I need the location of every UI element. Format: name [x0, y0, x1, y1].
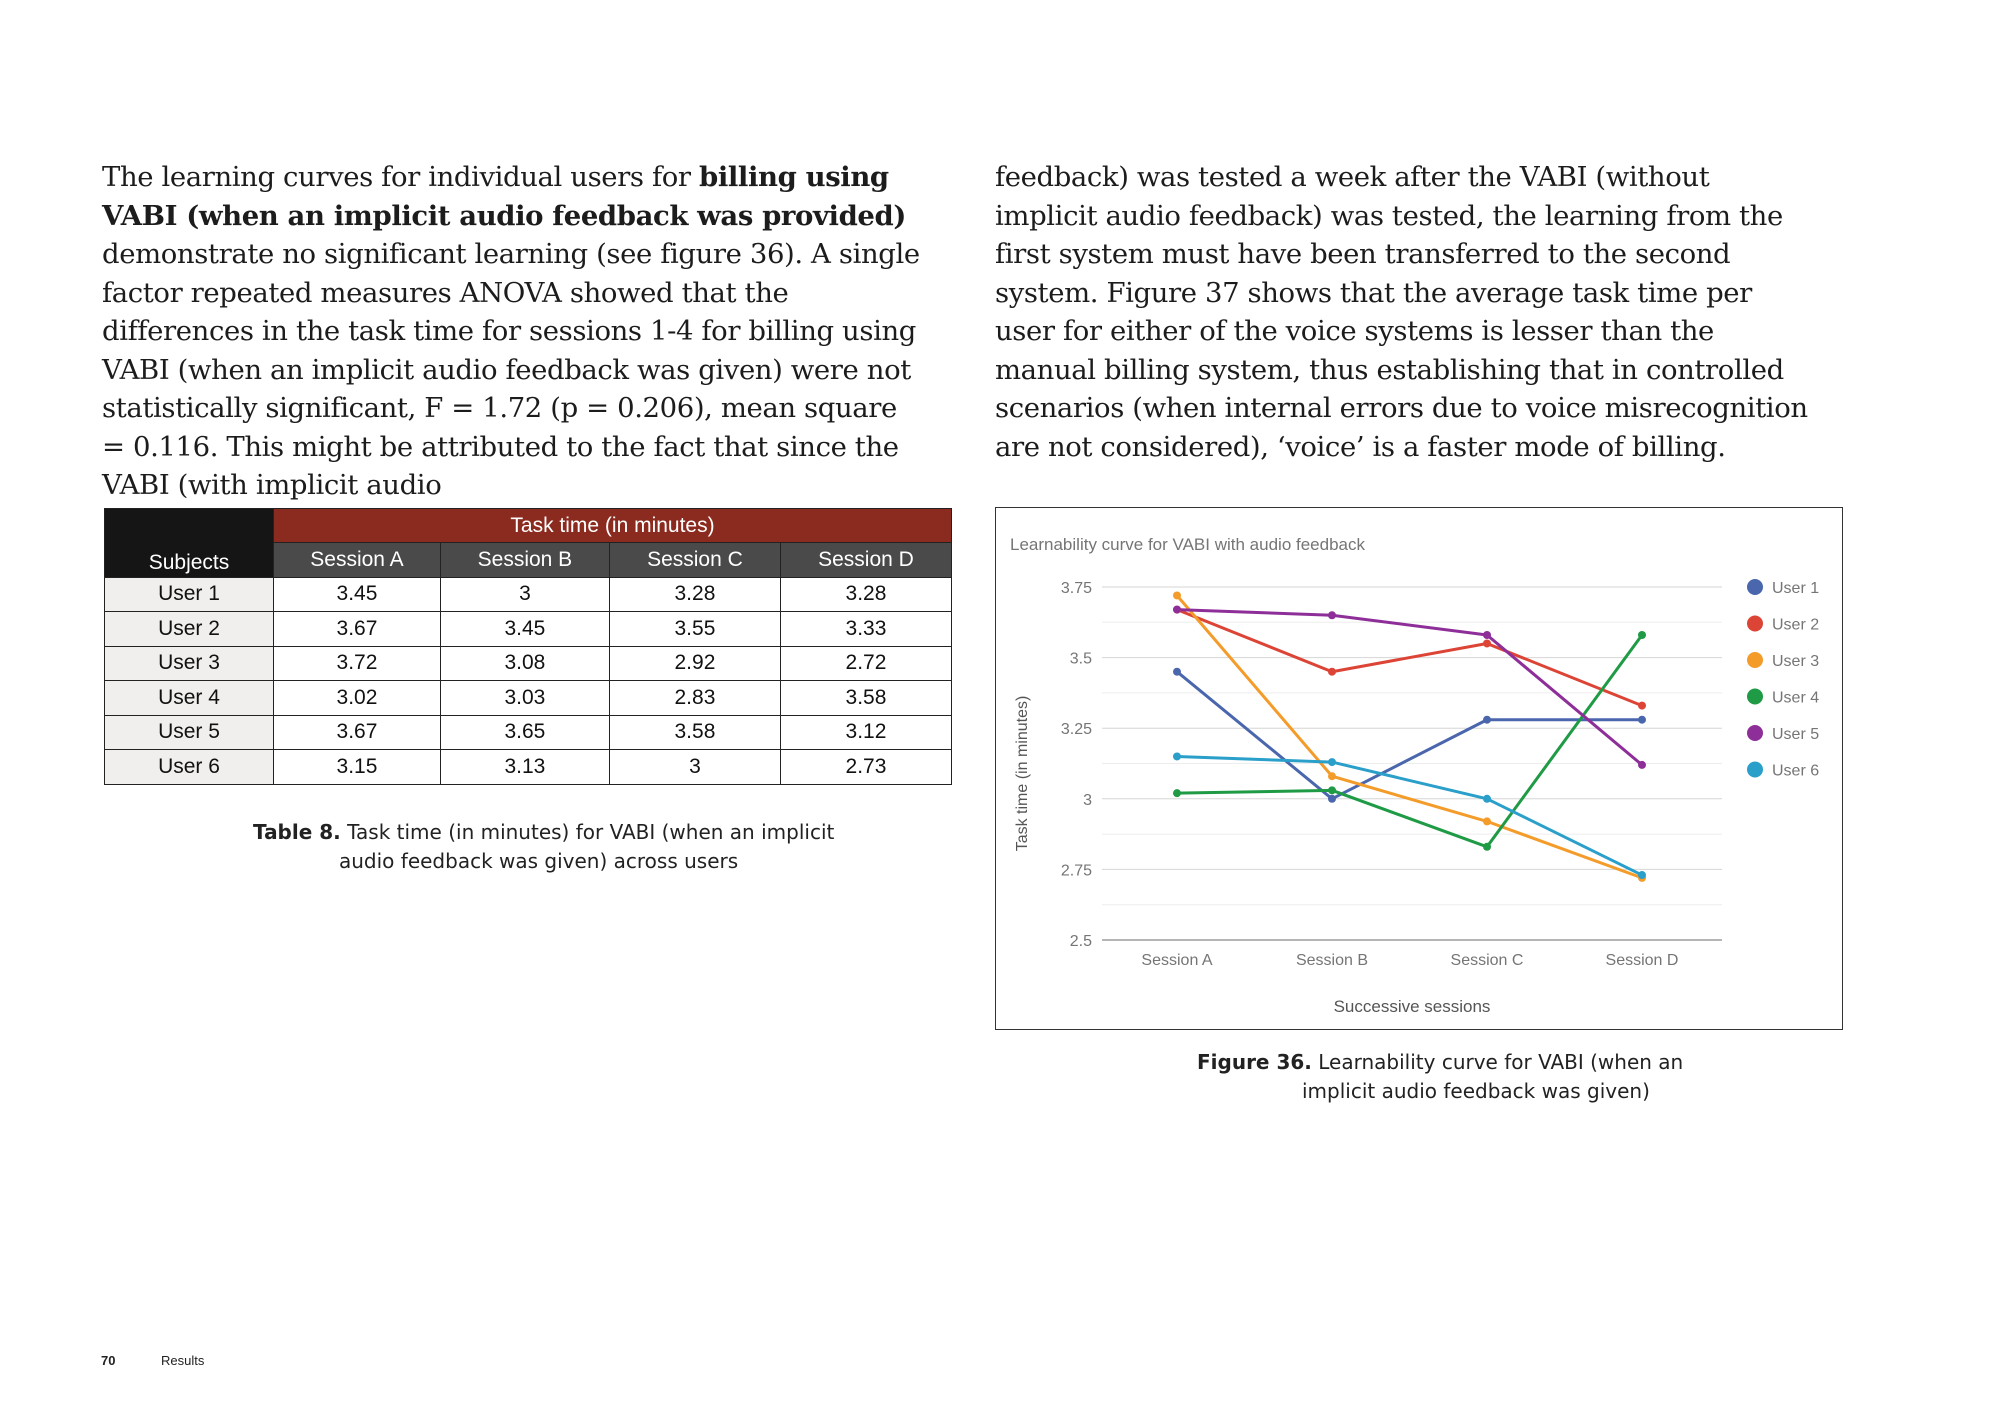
value-cell: 3.67 — [274, 612, 441, 647]
y-axis-label: Task time (in minutes) — [1014, 695, 1031, 852]
value-cell: 3.55 — [609, 612, 780, 647]
column-header: Session C — [609, 543, 780, 578]
column-header: Session A — [274, 543, 441, 578]
value-cell: 3 — [609, 750, 780, 785]
value-cell: 3.45 — [440, 612, 609, 647]
data-point-3 — [1173, 591, 1181, 599]
table-row — [105, 750, 952, 785]
series-line-4 — [1177, 635, 1642, 847]
legend-label: User 4 — [1772, 689, 1820, 707]
value-cell: 3.65 — [440, 715, 609, 750]
task-time-group-header: Task time (in minutes) — [274, 509, 952, 543]
subject-cell: User 2 — [105, 612, 274, 647]
value-cell: 3.03 — [440, 681, 609, 716]
value-cell: 3.58 — [780, 681, 951, 716]
figure-caption — [1197, 1048, 1697, 1106]
value-cell: 3.28 — [780, 577, 951, 612]
footer-section-name: Results — [161, 1353, 205, 1368]
value-cell: 3 — [440, 577, 609, 612]
paragraph-left-part1: The learning curves for individual users for — [102, 161, 699, 193]
legend-label: User 5 — [1772, 726, 1820, 743]
legend-marker-4 — [1747, 689, 1763, 705]
subject-cell: User 1 — [105, 577, 274, 612]
data-point-1 — [1483, 716, 1491, 724]
y-tick-label: 2.75 — [1060, 862, 1092, 880]
value-cell: 3.12 — [780, 715, 951, 750]
value-cell: 3.72 — [274, 646, 441, 681]
value-cell: 3.33 — [780, 612, 951, 647]
data-point-4 — [1483, 843, 1491, 851]
y-tick-label: 2.5 — [1069, 933, 1092, 950]
data-point-2 — [1328, 668, 1336, 676]
legend-label: User 3 — [1772, 653, 1820, 670]
table-caption-line2: audio feedback was given) across users — [339, 849, 739, 873]
legend-marker-5 — [1747, 725, 1763, 741]
table-caption — [253, 818, 873, 876]
data-point-4 — [1638, 631, 1646, 639]
value-cell: 3.45 — [274, 577, 441, 612]
data-point-5 — [1173, 606, 1181, 614]
value-cell: 3.13 — [440, 750, 609, 785]
column-header: Session B — [440, 543, 609, 578]
table-row — [105, 715, 952, 750]
table-caption-line1: Task time (in minutes) for VABI (when an implicit — [340, 820, 835, 844]
value-cell: 2.92 — [609, 646, 780, 681]
y-tick-label: 3.5 — [1069, 650, 1092, 668]
data-point-6 — [1328, 758, 1336, 766]
value-cell: 3.08 — [440, 646, 609, 681]
legend-marker-6 — [1747, 762, 1763, 778]
subject-cell: User 4 — [105, 681, 274, 716]
series-line-5 — [1177, 610, 1642, 765]
x-tick-label: Session C — [1450, 952, 1524, 969]
value-cell: 2.83 — [609, 681, 780, 716]
legend-label: User 1 — [1772, 580, 1820, 597]
x-axis-label: Successive sessions — [1333, 997, 1491, 1016]
x-tick-label: Session A — [1141, 952, 1213, 969]
data-point-4 — [1328, 786, 1336, 794]
x-tick-label: Session D — [1605, 952, 1679, 969]
data-point-6 — [1638, 871, 1646, 879]
legend-label: User 6 — [1772, 762, 1820, 780]
learnability-chart — [995, 507, 1843, 1030]
data-point-1 — [1173, 668, 1181, 676]
body-paragraph-right: feedback) was tested a week after the VABI (without implicit audio feedback) was tested, the learning from the first system must have been transferred to the second system. Figure 37 shows that the average task time per user for either of the voice systems is lesser than the manual billing system, thus establishing that in controlled scenarios (when internal errors due to voice misrecognition are not considered), ‘voice’ is a faster mode of billing. — [995, 161, 1808, 463]
table-row — [105, 577, 952, 612]
subjects-header: Subjects — [105, 509, 274, 578]
column-header: Session D — [780, 543, 951, 578]
subject-cell: User 3 — [105, 646, 274, 681]
subject-cell: User 5 — [105, 715, 274, 750]
data-point-5 — [1638, 761, 1646, 769]
value-cell: 3.15 — [274, 750, 441, 785]
legend-marker-1 — [1747, 579, 1763, 595]
data-point-5 — [1483, 631, 1491, 639]
legend-marker-3 — [1747, 652, 1763, 668]
value-cell: 2.73 — [780, 750, 951, 785]
figure-caption-line2: implicit audio feedback was given) — [1302, 1079, 1650, 1103]
data-point-3 — [1483, 817, 1491, 825]
data-point-1 — [1328, 795, 1336, 803]
data-point-6 — [1173, 752, 1181, 760]
data-point-5 — [1328, 611, 1336, 619]
paragraph-left-part2: demonstrate no significant learning (see figure 36). A single factor repeated measures ANOVA showed that the differences in the task time for sessions 1-4 for billing using VABI (when an implicit audio feedback was given) were not statistically significant, F = 1.72 (p = 0.206), mean square = 0.116. This might be attributed to the fact that since the VABI (with implicit audio — [102, 238, 920, 501]
value-cell: 3.67 — [274, 715, 441, 750]
y-tick-label: 3.25 — [1060, 721, 1092, 739]
data-point-2 — [1638, 702, 1646, 710]
value-cell: 3.58 — [609, 715, 780, 750]
table-row — [105, 646, 952, 681]
paragraph-left-bold: billing using VABI (when an implicit audio feedback was provided) — [102, 161, 906, 232]
chart-svg — [996, 508, 1842, 1029]
data-point-2 — [1483, 639, 1491, 647]
y-tick-label: 3.75 — [1060, 580, 1092, 597]
figure-caption-label: Figure 36. — [1197, 1050, 1312, 1074]
chart-title: Learnability curve for VABI with audio feedback — [1010, 535, 1365, 554]
page-number: 70 — [101, 1353, 116, 1368]
task-time-table — [104, 508, 952, 785]
body-paragraph-left — [102, 158, 922, 505]
legend-marker-2 — [1747, 616, 1763, 632]
table-caption-label: Table 8. — [253, 820, 341, 844]
data-point-1 — [1638, 716, 1646, 724]
data-point-4 — [1173, 789, 1181, 797]
subject-cell: User 6 — [105, 750, 274, 785]
table-row — [105, 612, 952, 647]
series-line-6 — [1177, 756, 1642, 875]
y-tick-label: 3 — [1083, 791, 1092, 809]
value-cell: 3.28 — [609, 577, 780, 612]
legend-label: User 2 — [1772, 616, 1820, 634]
value-cell: 2.72 — [780, 646, 951, 681]
value-cell: 3.02 — [274, 681, 441, 716]
data-point-6 — [1483, 795, 1491, 803]
data-point-3 — [1328, 772, 1336, 780]
x-tick-label: Session B — [1295, 952, 1369, 969]
table-row — [105, 681, 952, 716]
figure-caption-line1: Learnability curve for VABI (when an — [1311, 1050, 1684, 1074]
